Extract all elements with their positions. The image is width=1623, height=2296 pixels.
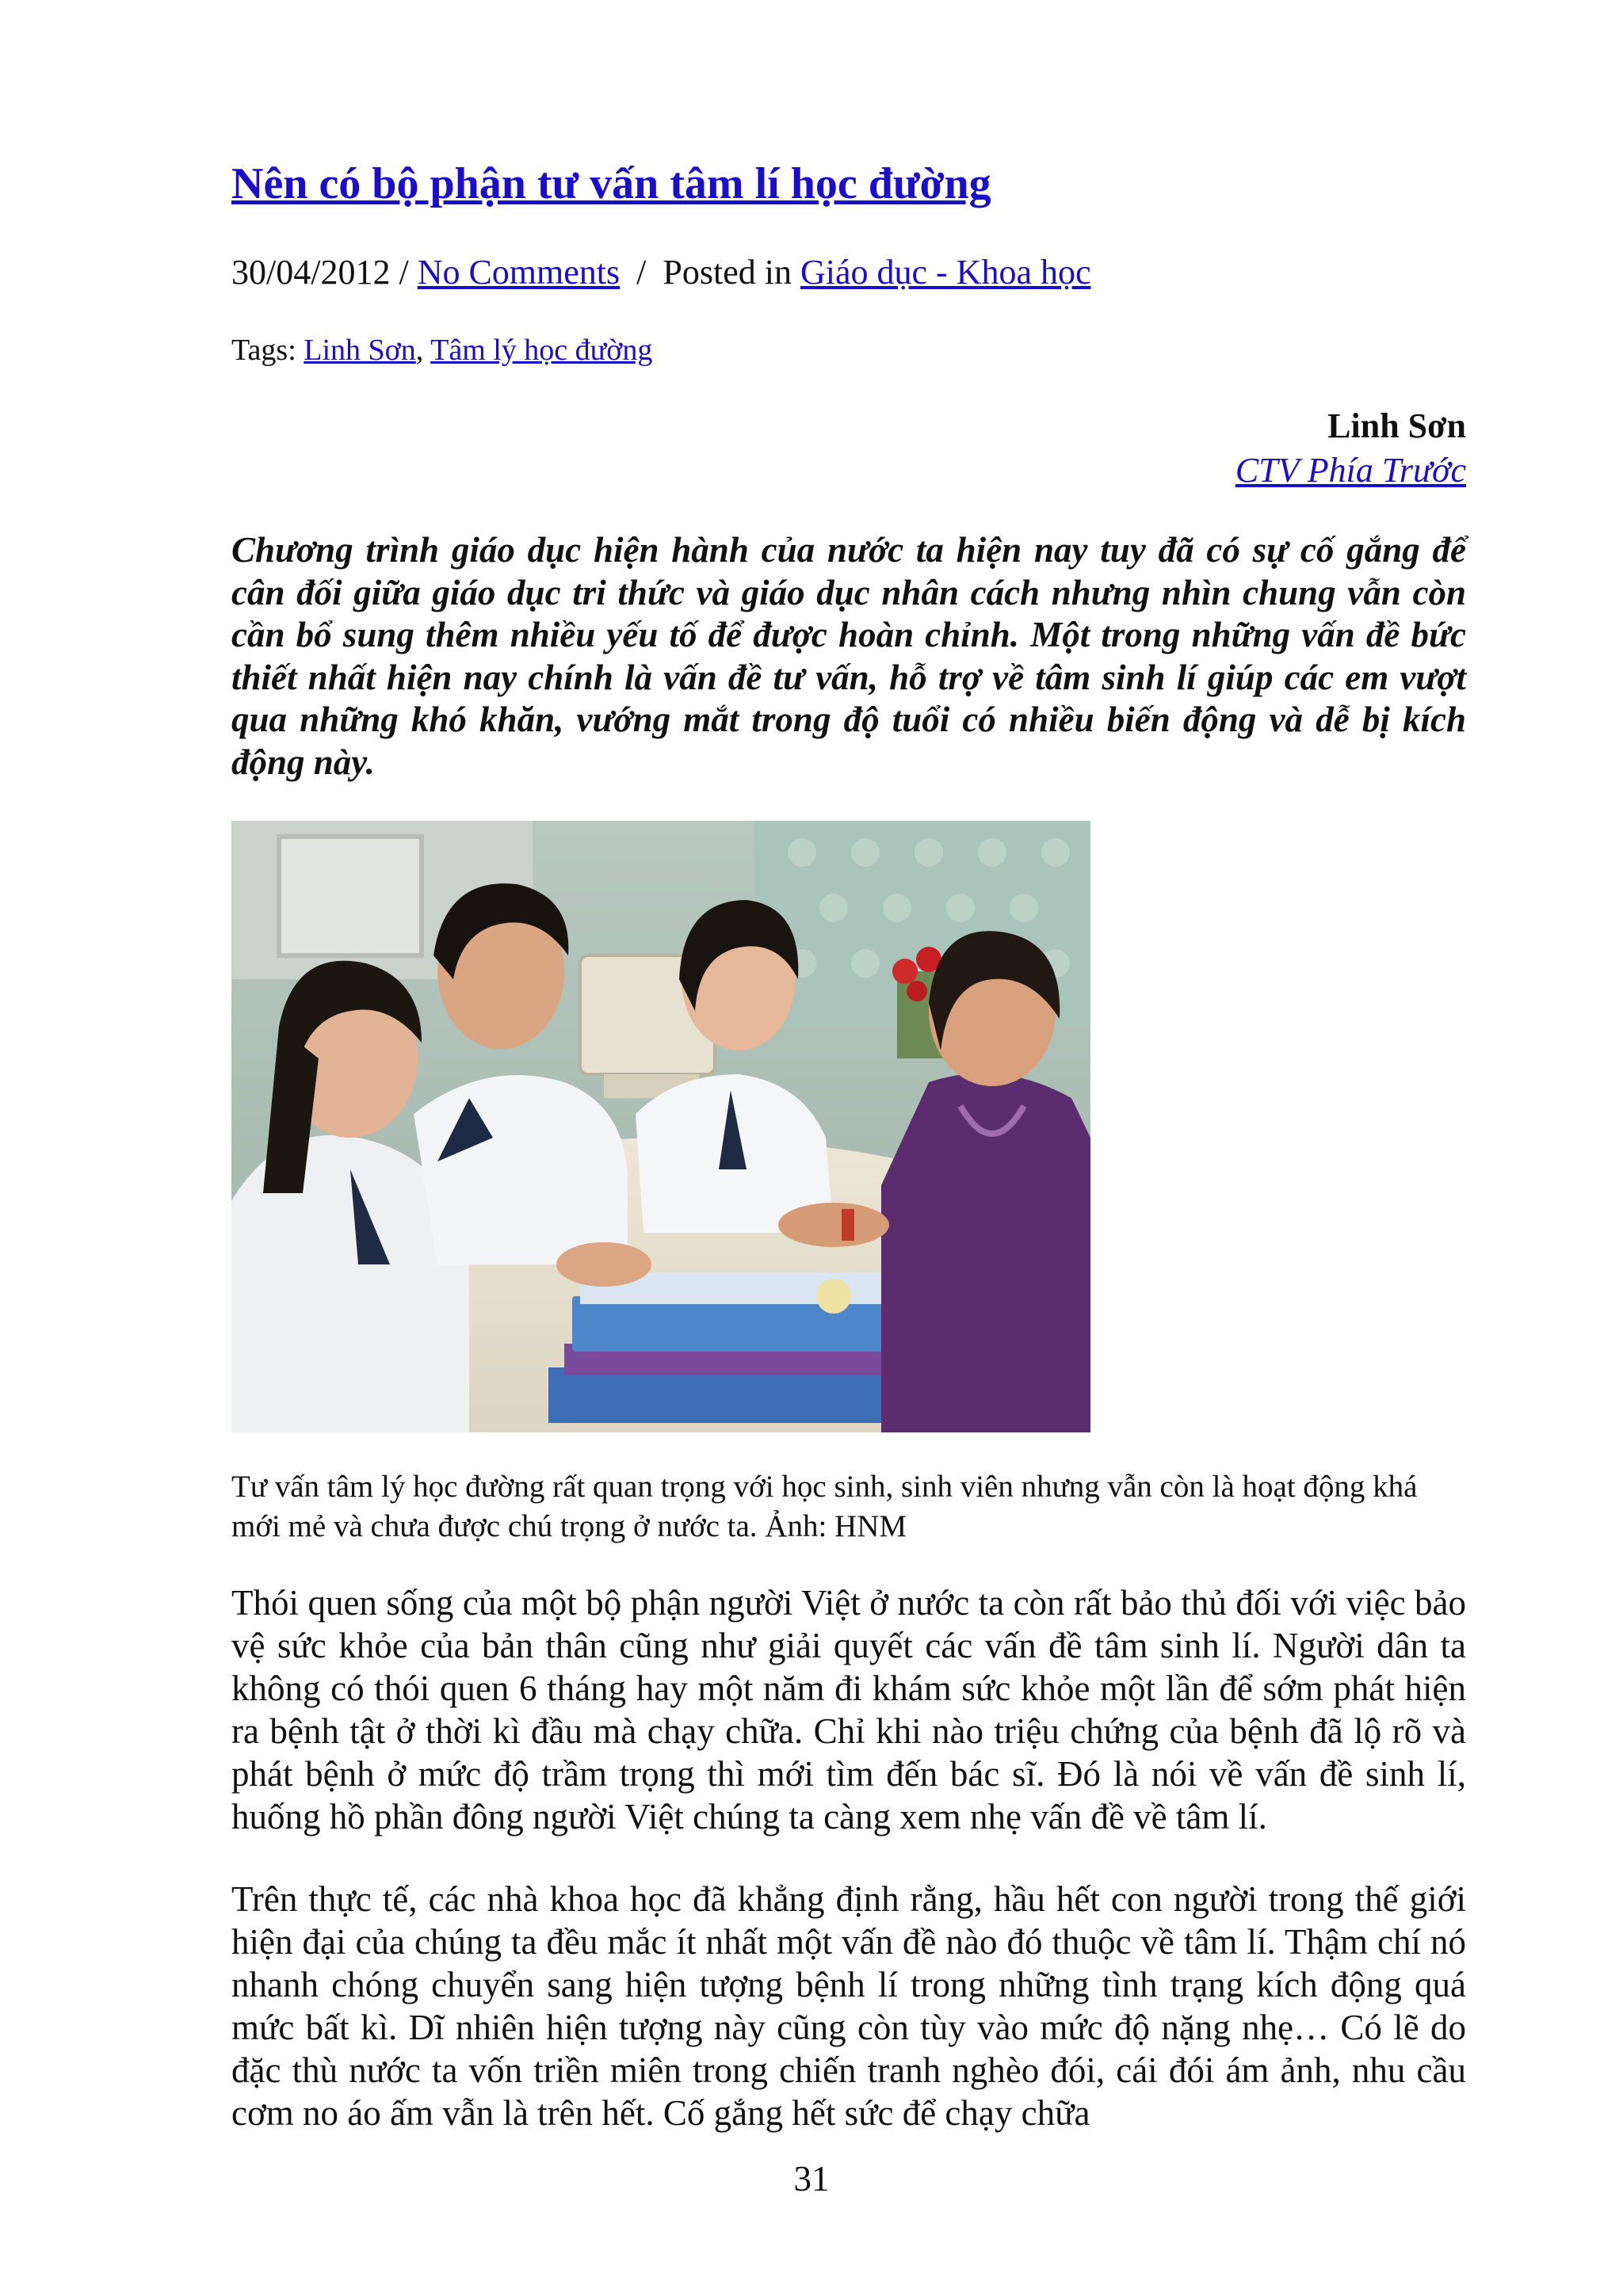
article-title-link[interactable]: Nên có bộ phận tư vấn tâm lí học đường	[231, 159, 991, 208]
body-paragraph-2: Trên thực tế, các nhà khoa học đã khẳng định rằng, hầu hết con người trong thế giới hiện đại của chúng ta đều mắc ít nhất một vấn đề nào đó thuộc về tâm lí. Thậm chí nó nhanh chóng chuyển sang hiện tượng bệnh lí trong những tình trạng kích động quá mức bất kì. Dĩ nhiên hiện tượng này cũng còn tùy vào mức độ nặng nhẹ… Có lẽ do đặc thù nước ta vốn triền miên trong chiến tranh nghèo đói, cái đói ám ảnh, nhu cầu cơm no áo ấm vẫn là trên hết. Cố gắng hết sức để chạy chữa	[231, 1879, 1466, 2133]
photo-caption: Tư vấn tâm lý học đường rất quan trọng với học sinh, sinh viên nhưng vẫn còn là hoạt động khá mới mẻ và chưa được chú trọng ở nước ta. Ảnh: HNM	[231, 1470, 1418, 1543]
date-separator: /	[399, 253, 409, 292]
article-title[interactable]	[231, 155, 1468, 212]
lead-paragraph: Chương trình giáo dục hiện hành của nước ta hiện nay tuy đã có sự cố gắng để cân đối giữa giáo dục tri thức và giáo dục nhân cách nhưng nhìn chung vẫn còn cần bổ sung thêm nhiều yếu tố để được hoàn chỉnh. Một trong những vấn đề bức thiết nhất hiện nay chính là vấn đề tư vấn, hỗ trợ về tâm sinh lí giúp các em vượt qua những khó khăn, vướng mắt trong độ tuổi có nhiều biến động và dễ bị kích động này.	[231, 530, 1466, 782]
photo-illustration	[231, 821, 1090, 1432]
books-stack-shape	[548, 1272, 897, 1423]
tag-separator: ,	[415, 334, 424, 367]
tags-label: Tags:	[231, 334, 296, 367]
post-date: 30/04/2012	[231, 253, 391, 292]
author-affiliation-link[interactable]: CTV Phía Trước	[1235, 451, 1466, 490]
tag-link-tam-ly-hoc-duong[interactable]: Tâm lý học đường	[430, 334, 653, 367]
posted-separator: /	[636, 253, 647, 292]
comments-link[interactable]: No Comments	[417, 253, 621, 292]
category-link[interactable]: Giáo dục - Khoa học	[800, 253, 1091, 292]
page-number: 31	[793, 2159, 830, 2199]
posted-in-label: Posted in	[663, 253, 792, 292]
post-tags	[231, 330, 652, 371]
article-photo	[231, 821, 1090, 1432]
post-meta	[231, 249, 1091, 296]
body-paragraph-1: Thói quen sống của một bộ phận người Việt ở nước ta còn rất bảo thủ đối với việc bảo vệ sức khỏe của bản thân cũng như giải quyết các vấn đề tâm sinh lí. Người dân ta không có thói quen 6 tháng hay một năm đi khám sức khỏe một lần để sớm phát hiện ra bệnh tật ở thời kì đầu mà chạy chữa. Chỉ khi nào triệu chứng của bệnh đã lộ rõ và phát bệnh ở mức độ trầm trọng thì mới tìm đến bác sĩ. Đó là nói về vấn đề sinh lí, huống hồ phần đông người Việt chúng ta càng xem nhẹ vấn đề về tâm lí.	[231, 1583, 1466, 1836]
tag-link-linh-son[interactable]: Linh Sơn	[304, 334, 416, 367]
author-name: Linh Sơn	[1327, 406, 1466, 445]
author-byline	[1235, 404, 1466, 493]
